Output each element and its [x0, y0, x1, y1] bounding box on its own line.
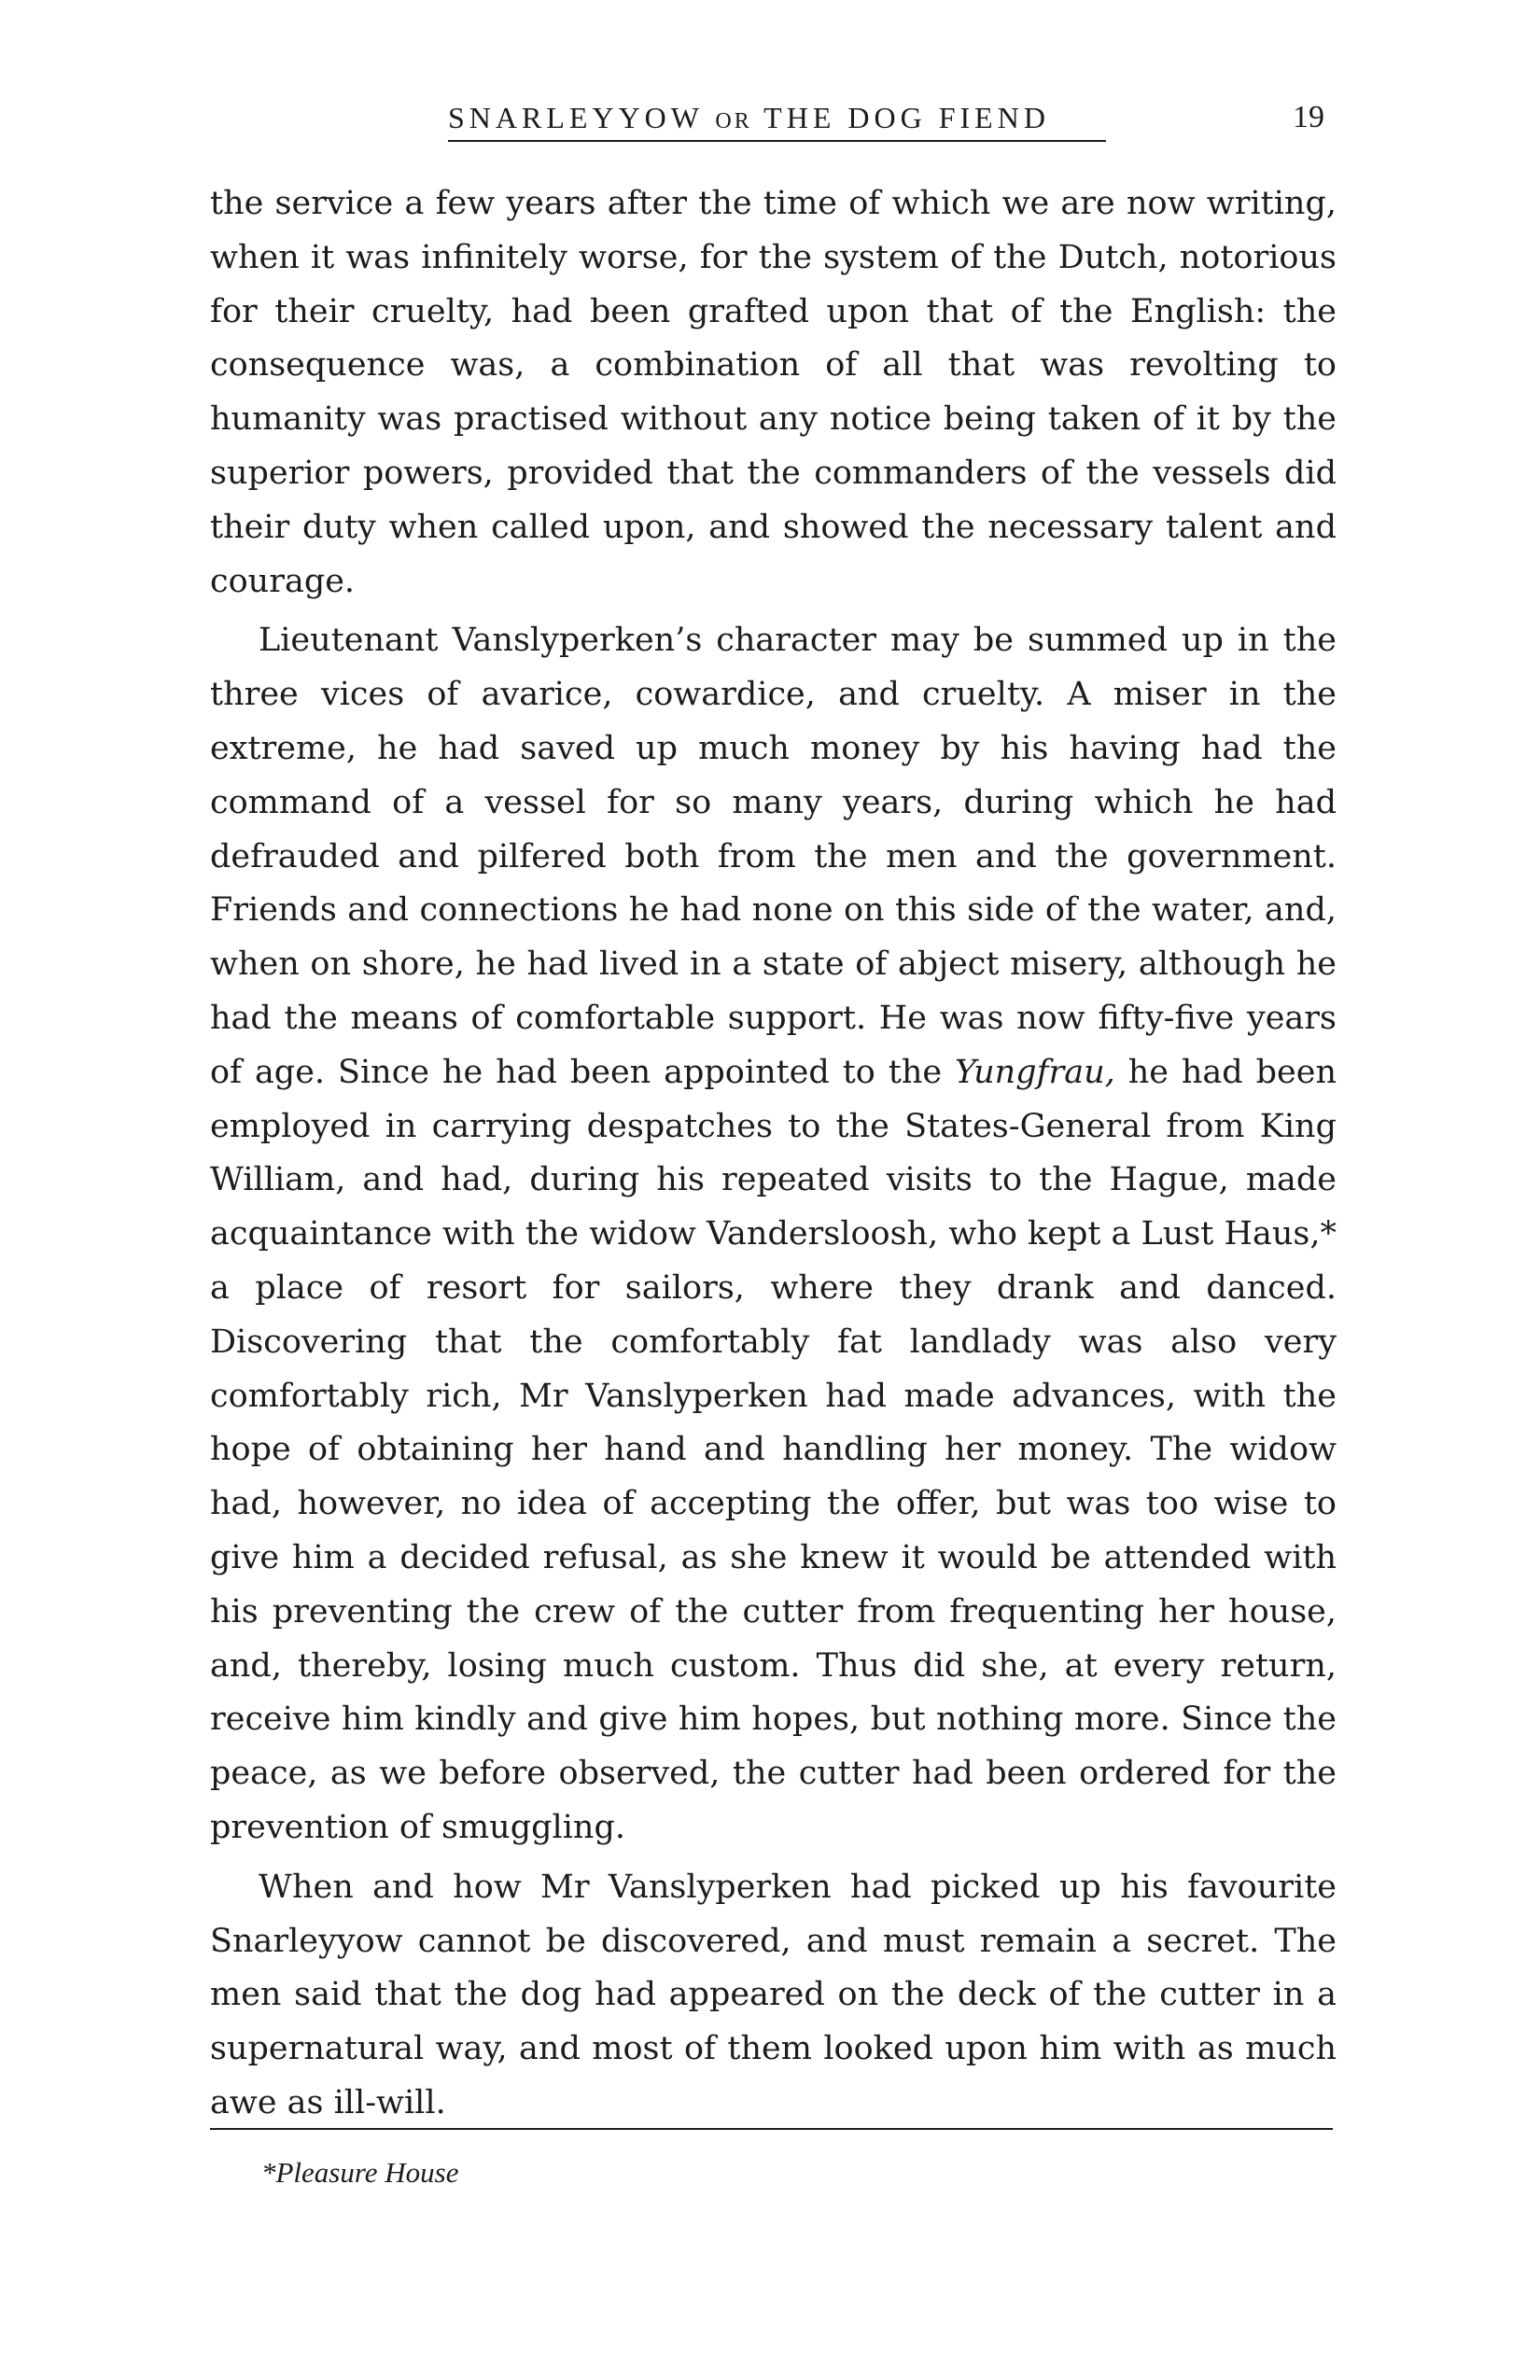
paragraph-2	[210, 614, 1337, 1855]
paragraph-2-text-after: he had been employed in carrying despatches to the States-General from King William, and had, during his repeated visits to the Hague, made acquaintance with the widow Vandersloosh, who kept a Lust Haus,* a place of resort for sailors, where they drank and danced. Discovering that the comfortably fat landlady was also very comfortably rich, Mr Vanslyperken had made advances, with the hope of obtaining her hand and handling her money. The widow had, however, no idea of accepting the offer, but was too wise to give him a decided refusal, as she knew it would be attended with his preventing the crew of the cutter from frequenting her house, and, thereby, losing much custom. Thus did she, at every return, receive him kindly and give him hopes, but nothing more. Since the peace, as we before observed, the cutter had been ordered for the prevention of smuggling.	[210, 1053, 1337, 1846]
running-head-or: OR	[715, 109, 752, 133]
ship-name: Yungfrau,	[955, 1053, 1115, 1091]
running-head-underline	[448, 140, 1106, 142]
page-number: 19	[1293, 100, 1324, 134]
paragraph-3: When and how Mr Vanslyperken had picked up his favourite Snarleyyow cannot be discovered, and must remain a secret. The men said that the dog had appeared on the deck of the cutter in a supernatural way, and most of them looked upon him with as much awe as ill-will.	[210, 1868, 1337, 2121]
running-head-title-part1: SNARLEYYOW	[448, 101, 716, 134]
paragraph-1: the service a few years after the time of which we are now writing, when it was infinitely worse, for the system of the Dutch, notorious for their cruelty, had been grafted upon that of the English: the consequence was, a combination of all that was revolting to humanity was practised without any notice being taken of it by the superior powers, provided that the commanders of the vessels did their duty when called upon, and showed the necessary talent and courage.	[210, 185, 1337, 600]
footnote: *Pleasure House	[261, 2156, 459, 2189]
body-text	[210, 177, 1337, 2136]
paragraph-2-text-before: Lieutenant Vanslyperken’s character may be summed up in the three vices of avarice, cowardice, and cruelty. A miser in the extreme, he had saved up much money by his having had the command of a vessel for so many years, during which he had defrauded and pilfered both from the men and the government. Friends and connections he had none on this side of the water, and, when on shore, he had lived in a state of abject misery, although he had the means of comfortable support. He was now fifty-five years of age. Since he had been appointed to the	[210, 622, 1337, 1091]
running-head-title-part2: THE DOG FIEND	[751, 101, 1050, 134]
running-head	[448, 99, 1050, 140]
footnote-divider	[210, 2128, 1333, 2130]
